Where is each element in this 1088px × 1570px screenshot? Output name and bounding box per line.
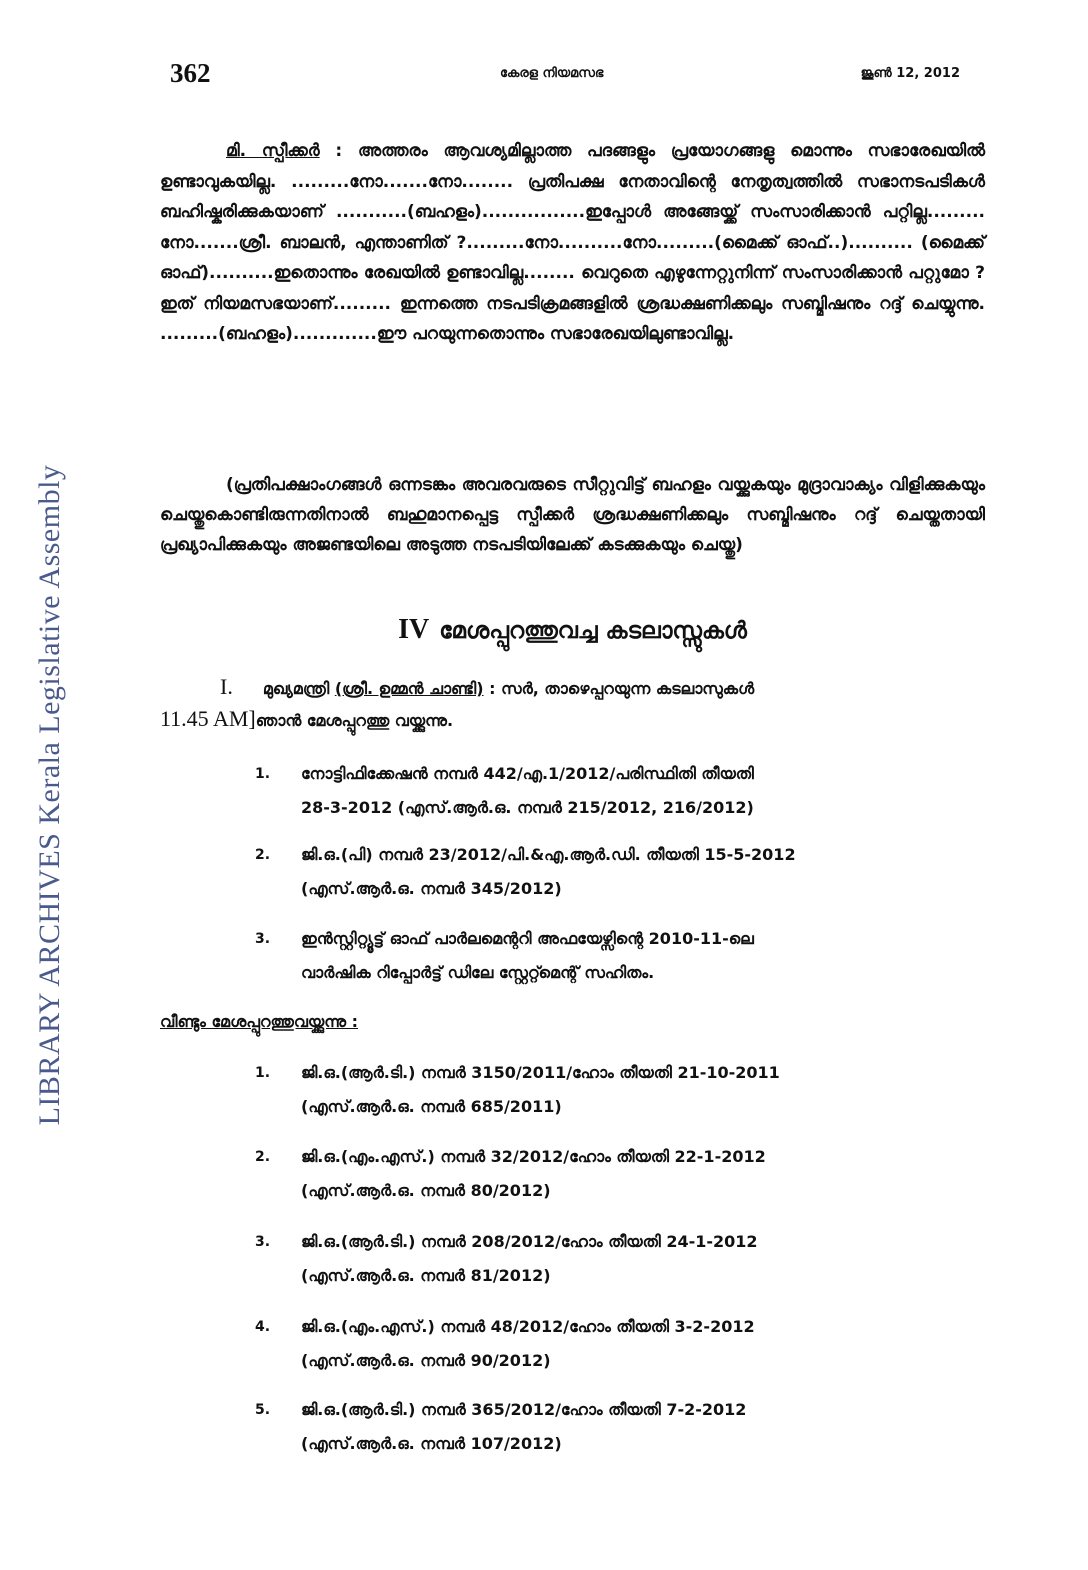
item-line: ജി.ഒ.(എം.എസ്.) നമ്പർ 48/2012/ഹോം തീയതി 3-2-2012 xyxy=(301,1317,755,1336)
item-line: ഇൻസ്റ്റിറ്റ്യൂട്ട് ഓഫ് പാർലമെന്ററി അഫയേഴ്സിന്റെ 2010-11-ലെ xyxy=(301,929,754,948)
list-item xyxy=(255,922,990,990)
item-line: 28-3-2012 (എസ്.ആർ.ഒ. നമ്പർ 215/2012, 216/2012) xyxy=(301,798,754,817)
item-line: ജി.ഒ.(ആർ.ടി.) നമ്പർ 365/2012/ഹോം തീയതി 7-2-2012 xyxy=(301,1400,747,1419)
section-title: മേശപ്പുറത്തുവച്ച കടലാസ്സുകൾ xyxy=(439,618,747,644)
proceedings-note: (പ്രതിപക്ഷാംഗങ്ങൾ ഒന്നടങ്കം അവരവരുടെ സീറ്റുവിട്ട് ബഹളം വയ്ക്കുകയും മുദ്രാവാക്യം വിളിക്കുകയും ചെയ്തുകൊണ്ടിരുന്നതിനാൽ ബഹുമാനപ്പെട്ട സ്പീക്കർ ശ്രദ്ധക്ഷണിക്കലും സബ്മിഷനും റദ്ദ് ചെയ്തതായി പ്രഖ്യാപിക്കുകയും അജണ്ടയിലെ അടുത്ത നടപടിയിലേക്ക് കടക്കുകയും ചെയ്തു) xyxy=(160,475,985,555)
archive-watermark: LIBRARY ARCHIVES Kerala Legislative Assembly xyxy=(33,464,66,1126)
speaker-paragraph xyxy=(160,136,985,350)
page-number: 362 xyxy=(170,58,211,88)
speaker-name: മി. സ്പീക്കർ xyxy=(226,141,320,161)
item-line: (എസ്.ആർ.ഒ. നമ്പർ 81/2012) xyxy=(301,1266,551,1285)
item-number: 2. xyxy=(255,1149,271,1165)
list-item xyxy=(255,1310,990,1378)
item-line: ജി.ഒ.(ആർ.ടി.) നമ്പർ 208/2012/ഹോം തീയതി 24-1-2012 xyxy=(301,1232,758,1251)
speaker-text: : അത്തരം ആവശ്യമില്ലാത്ത പദങ്ങളും പ്രയോഗങ്ങളു മൊന്നും സഭാരേഖയിൽ ഉണ്ടാവുകയില്ല. .........നോ.......നോ........ പ്രതിപക്ഷ നേതാവിന്റെ നേതൃത്വത്തിൽ സഭാനടപടികൾ ബഹിഷ്കരിക്കുകയാണ് ...........(ബഹളം)................ഇപ്പോൾ അങ്ങേയ്ക്ക് സംസാരിക്കാൻ പറ്റില്ല......... നോ.......ശ്രീ. ബാലൻ, എന്താണിത് ?.........നോ..........നോ.........(മൈക്ക് ഓഫ്..).......... (മൈക്ക് ഓഫ്)..........ഇതൊന്നും രേഖയിൽ ഉണ്ടാവില്ല........ വെറുതെ എഴുന്നേറ്റുനിന്ന് സംസാരിക്കാൻ പറ്റുമോ ? ഇത് നിയമസഭയാണ്......... ഇന്നത്തെ നടപടിക്രമങ്ങളിൽ ശ്രദ്ധക്ഷണിക്കലും സബ്മിഷനും റദ്ദ് ചെയ്യുന്നു. .........(ബഹളം).............ഈ പറയുന്നതൊന്നും സഭാരേഖയിലുണ്ടാവില്ല. xyxy=(160,141,986,344)
list-item xyxy=(255,1140,990,1208)
subheading: വീണ്ടും മേശപ്പുറത്തുവയ്ക്കുന്നു : xyxy=(160,1012,359,1031)
item-number: 4. xyxy=(255,1319,271,1335)
item-number: 1. xyxy=(255,766,271,782)
header-title: കേരള നിയമസഭ xyxy=(500,66,604,81)
minister-title: മുഖ്യമന്ത്രി xyxy=(262,679,330,698)
item-number: 2. xyxy=(255,847,271,863)
item-line: വാർഷിക റിപ്പോർട്ട് ഡിലേ സ്റ്റേറ്റ്മെന്റ് സഹിതം. xyxy=(301,963,655,982)
intro-time: 11.45 AM] xyxy=(160,706,256,731)
list-item xyxy=(255,1393,990,1461)
section-number: IV xyxy=(398,614,430,645)
item-line: (എസ്.ആർ.ഒ. നമ്പർ 90/2012) xyxy=(301,1351,551,1370)
intro-line-1 xyxy=(160,674,985,700)
item-line: ജി.ഒ.(ആർ.ടി.) നമ്പർ 3150/2011/ഹോം തീയതി 21-10-2011 xyxy=(301,1063,780,1082)
item-line: (എസ്.ആർ.ഒ. നമ്പർ 107/2012) xyxy=(301,1434,562,1453)
intro-text-2: ഞാൻ മേശപ്പുറത്തു വയ്ക്കുന്നു. xyxy=(255,711,454,730)
item-line: ജി.ഒ.(എം.എസ്.) നമ്പർ 32/2012/ഹോം തീയതി 22-1-2012 xyxy=(301,1147,766,1166)
item-number: 3. xyxy=(255,1234,271,1250)
item-line: (എസ്.ആർ.ഒ. നമ്പർ 345/2012) xyxy=(301,879,562,898)
item-line: (എസ്.ആർ.ഒ. നമ്പർ 80/2012) xyxy=(301,1181,551,1200)
item-number: 5. xyxy=(255,1402,271,1418)
item-line: നോട്ടിഫിക്കേഷൻ നമ്പർ 442/എ.1/2012/പരിസ്ഥിതി തീയതി xyxy=(301,764,754,783)
intro-number: I. xyxy=(220,674,233,699)
item-line: ജി.ഒ.(പി) നമ്പർ 23/2012/പി.&എ.ആർ.ഡി. തീയതി 15-5-2012 xyxy=(301,845,796,864)
list-item xyxy=(255,1225,990,1293)
intro-line-2 xyxy=(160,706,985,732)
list-item xyxy=(255,757,990,825)
minister-name: (ശ്രീ. ഉമ്മൻ ചാണ്ടി) xyxy=(334,679,484,698)
item-number: 3. xyxy=(255,931,271,947)
page-header xyxy=(170,58,960,90)
item-line: (എസ്.ആർ.ഒ. നമ്പർ 685/2011) xyxy=(301,1097,562,1116)
section-heading xyxy=(160,614,985,646)
list-item xyxy=(255,1056,990,1124)
header-date: ജൂൺ 12, 2012 xyxy=(860,66,960,81)
list-item xyxy=(255,838,990,906)
item-number: 1. xyxy=(255,1065,271,1081)
intro-text-1: : സർ, താഴെപ്പറയുന്ന കടലാസുകൾ xyxy=(489,679,755,698)
